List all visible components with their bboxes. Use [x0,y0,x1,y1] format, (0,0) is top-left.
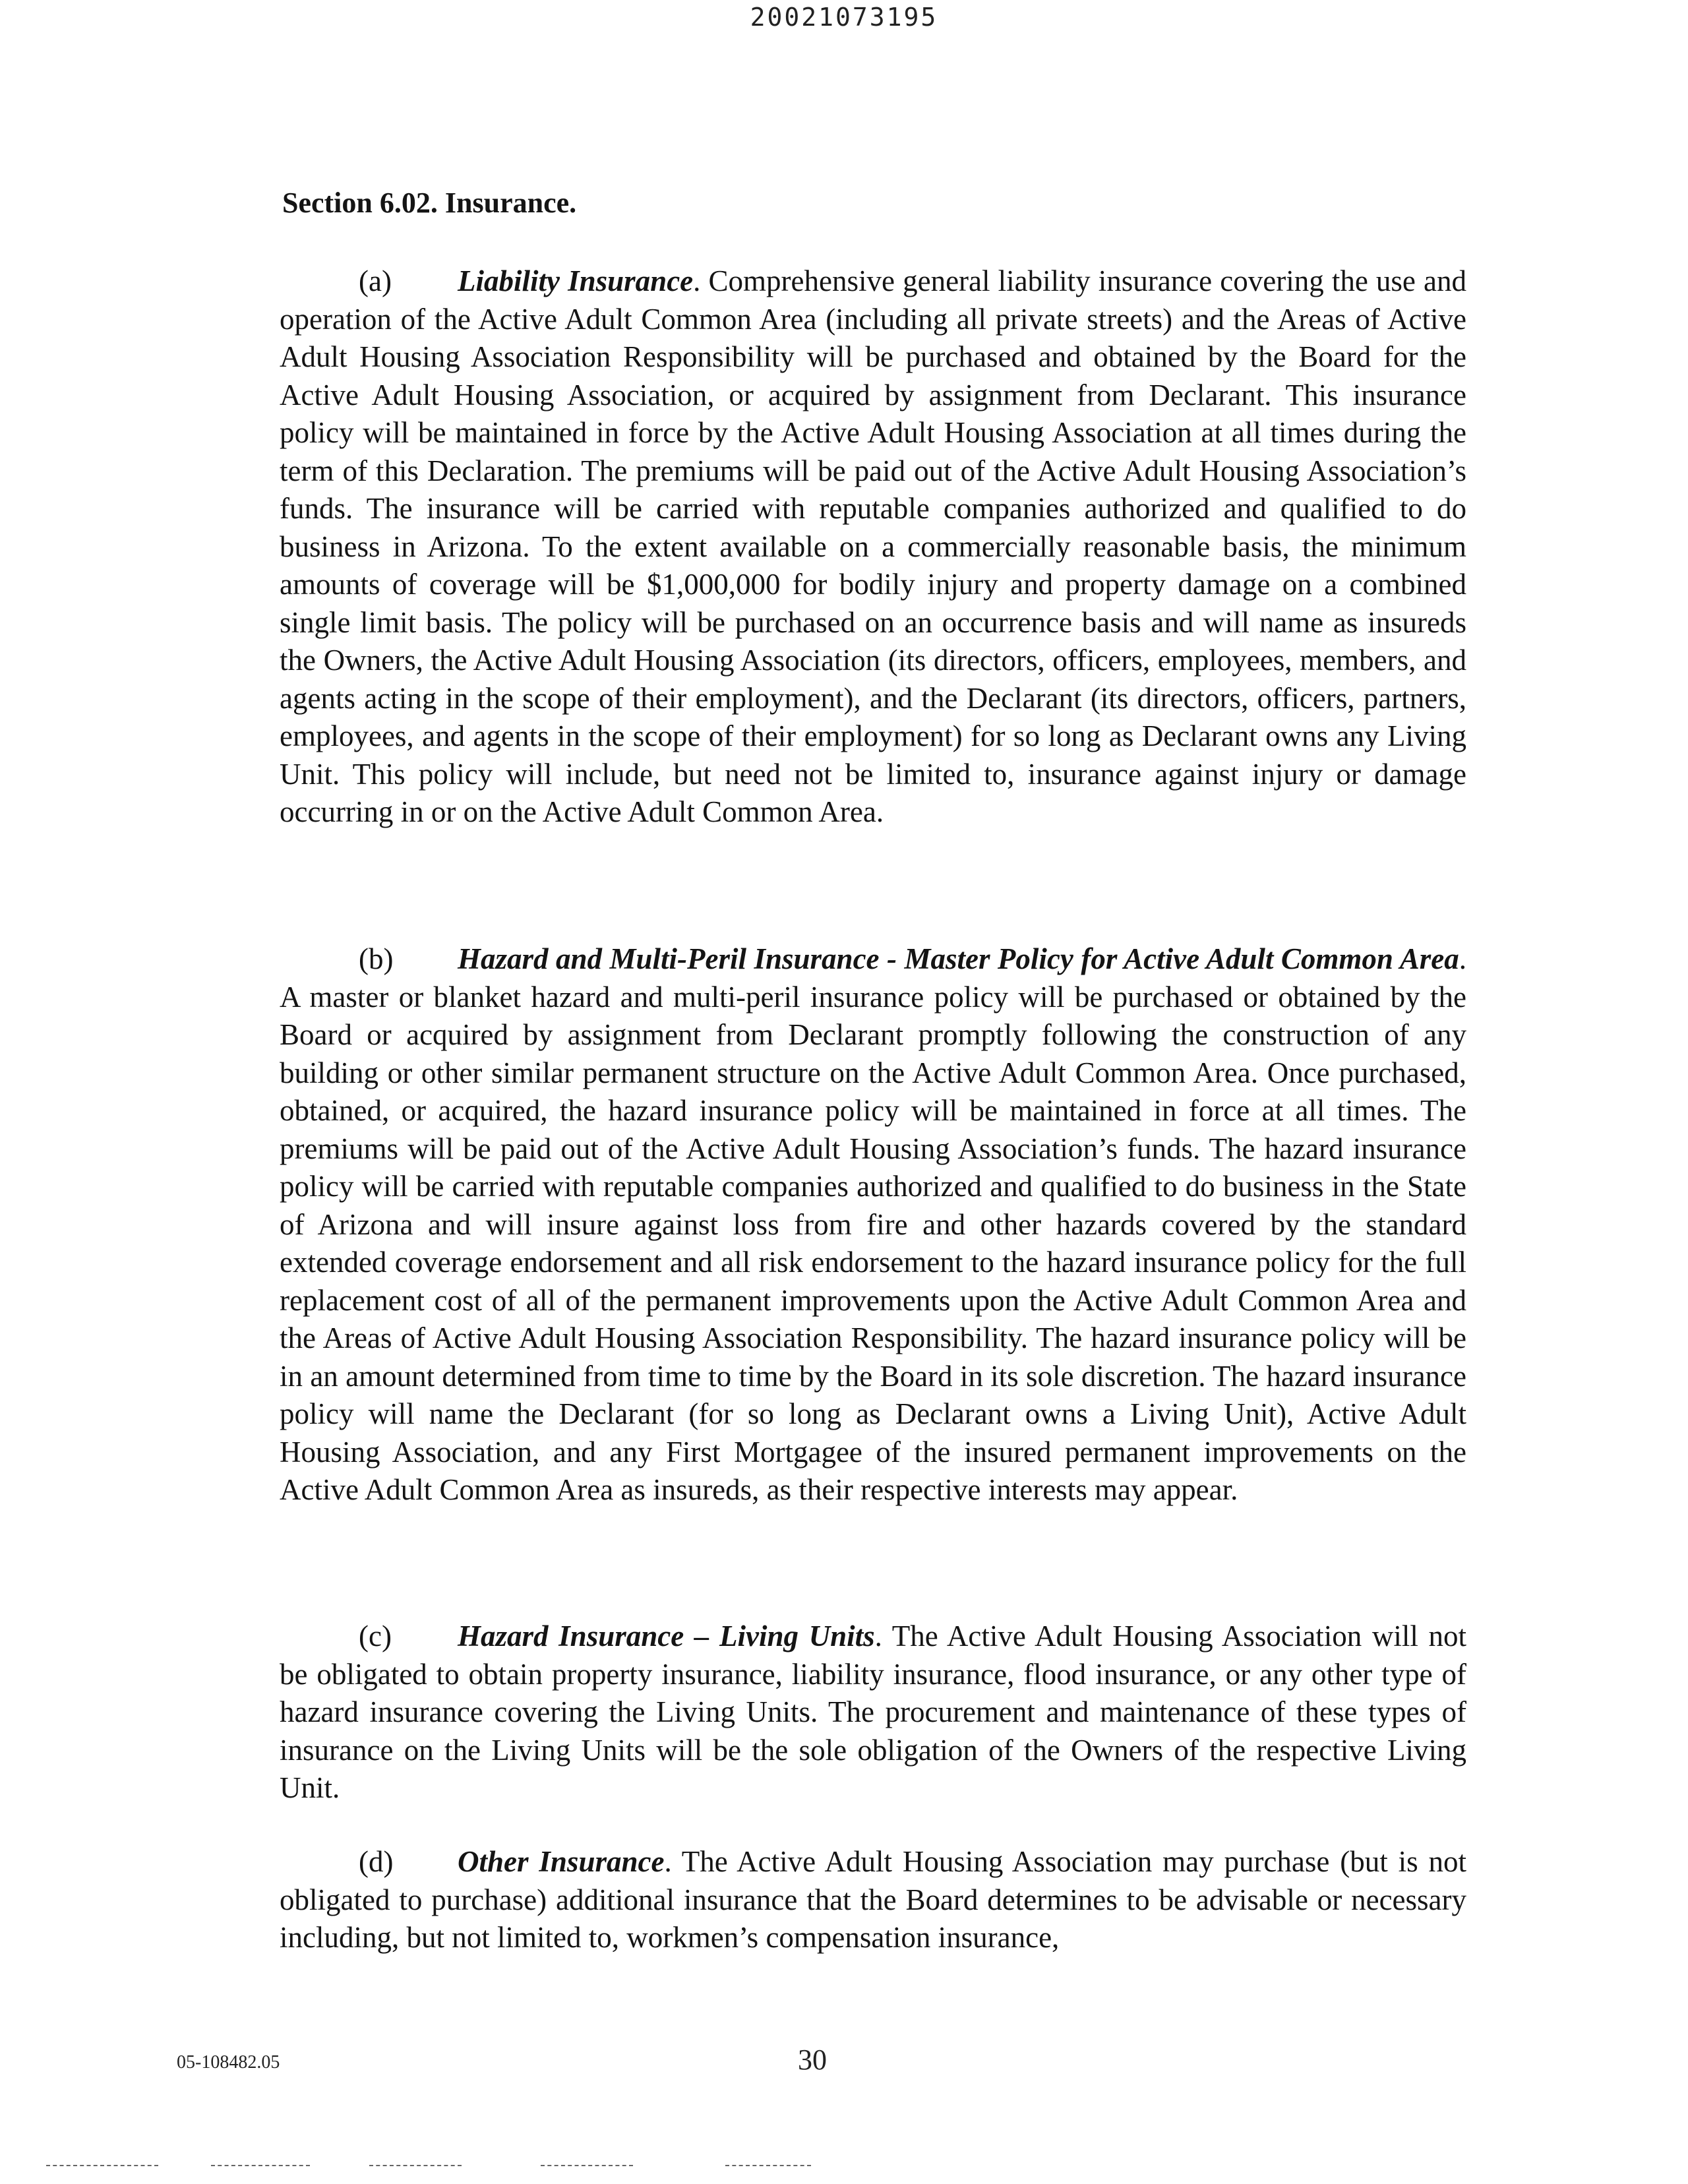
scan-mark [369,2165,462,2168]
footer-document-reference: 05-108482.05 [177,2052,280,2073]
scan-mark [541,2165,633,2168]
paragraph-body: Comprehensive general liability insurance covering the use and operation of the Active Adult Common Area (including all private streets) and the Areas of Active Adult Housing Association Responsibility will be purchased and obtained by the Board for the Active Adult Housing Association, or acquired by assignment from Declarant. This insurance policy will be maintained in force by the Active Adult Housing Association at all times during the term of this Declaration. The premiums will be paid out of the Active Adult Housing Association’s funds. The insurance will be carried with reputable companies authorized and qualified to do business in Arizona. To the extent available on a commercially reasonable basis, the minimum amounts of coverage will be $1,000,000 for bodily injury and property damage on a combined single limit basis. The policy will be purchased on an occurrence basis and will name as insureds the Owners, the Active Adult Housing Association (its directors, officers, employees, members, and agents acting in the scope of their employment), and the Declarant (its directors, officers, partners, employees, and agents in the scope of their employment) for so long as Declarant owns any Living Unit. This policy will include, but need not be limited to, insurance against injury or damage occurring in or on the Active Adult Common Area. [280,264,1466,828]
paragraph-title: Hazard and Multi-Peril Insurance - Master Policy for Active Adult Common Area [458,942,1459,975]
paragraph-body: The Active Adult Housing Association will not be obligated to obtain property insurance, liability insurance, flood insurance, or any other type of hazard insurance covering the Living Units. The procurement and maintenance of these types of insurance on the Living Units will be the sole obligation of the Owners of the respective Living Unit. [280,1620,1467,1804]
page-number: 30 [798,2044,827,2076]
paragraph-title-period: . [1459,942,1466,975]
paragraph-title-period: . [693,264,701,297]
paragraph-title: Liability Insurance [458,264,694,297]
paragraph-label: (d) [359,1845,394,1878]
paragraph-a-liability-insurance [280,262,1466,832]
paragraph-label: (c) [359,1620,392,1653]
scan-mark [725,2165,811,2168]
paragraph-label: (a) [359,264,392,297]
paragraph-title: Hazard Insurance – Living Units [458,1620,875,1653]
paragraph-title: Other Insurance [458,1845,665,1878]
recording-number: 20021073195 [750,3,938,32]
paragraph-d-other-insurance [280,1843,1466,1957]
scan-mark [46,2165,158,2168]
paragraph-c-hazard-insurance-living-units [280,1618,1466,1807]
paragraph-body: A master or blanket hazard and multi-peril insurance policy will be purchased or obtained by the Board or acquired by assignment from Declarant promptly following the construction of any building or other similar permanent structure on the Active Adult Common Area. Once purchased, obtained, or acquired, the hazard insurance policy will be maintained in force at all times. The premiums will be paid out of the Active Adult Housing Association’s funds. The hazard insurance policy will be carried with reputable companies authorized and qualified to do business in the State of Arizona and will insure against loss from fire and other hazards covered by the standard extended coverage endorsement and all risk endorsement to the hazard insurance policy for the full replacement cost of all of the permanent improvements upon the Active Adult Common Area and the Areas of Active Adult Housing Association Responsibility. The hazard insurance policy will be in an amount determined from time to time by the Board in its sole discretion. The hazard insurance policy will name the Declarant (for so long as Declarant owns a Living Unit), Active Adult Housing Association, and any First Mortgagee of the insured permanent improvements on the Active Adult Common Area as insureds, as their respective interests may appear. [280,980,1466,1506]
paragraph-body: The Active Adult Housing Association may purchase (but is not obligated to purchase) additional insurance that the Board determines to be advisable or necessary including, but not limited to, workmen’s compensation insurance, [280,1845,1466,1954]
paragraph-title-period: . [664,1845,672,1878]
paragraph-title-period: . [874,1620,882,1653]
scan-artifact-marks [46,2165,837,2170]
paragraph-label: (b) [359,942,394,975]
scan-mark [211,2165,310,2168]
section-heading: Section 6.02. Insurance. [282,187,577,219]
paragraph-b-hazard-multi-peril-insurance [280,940,1466,1509]
